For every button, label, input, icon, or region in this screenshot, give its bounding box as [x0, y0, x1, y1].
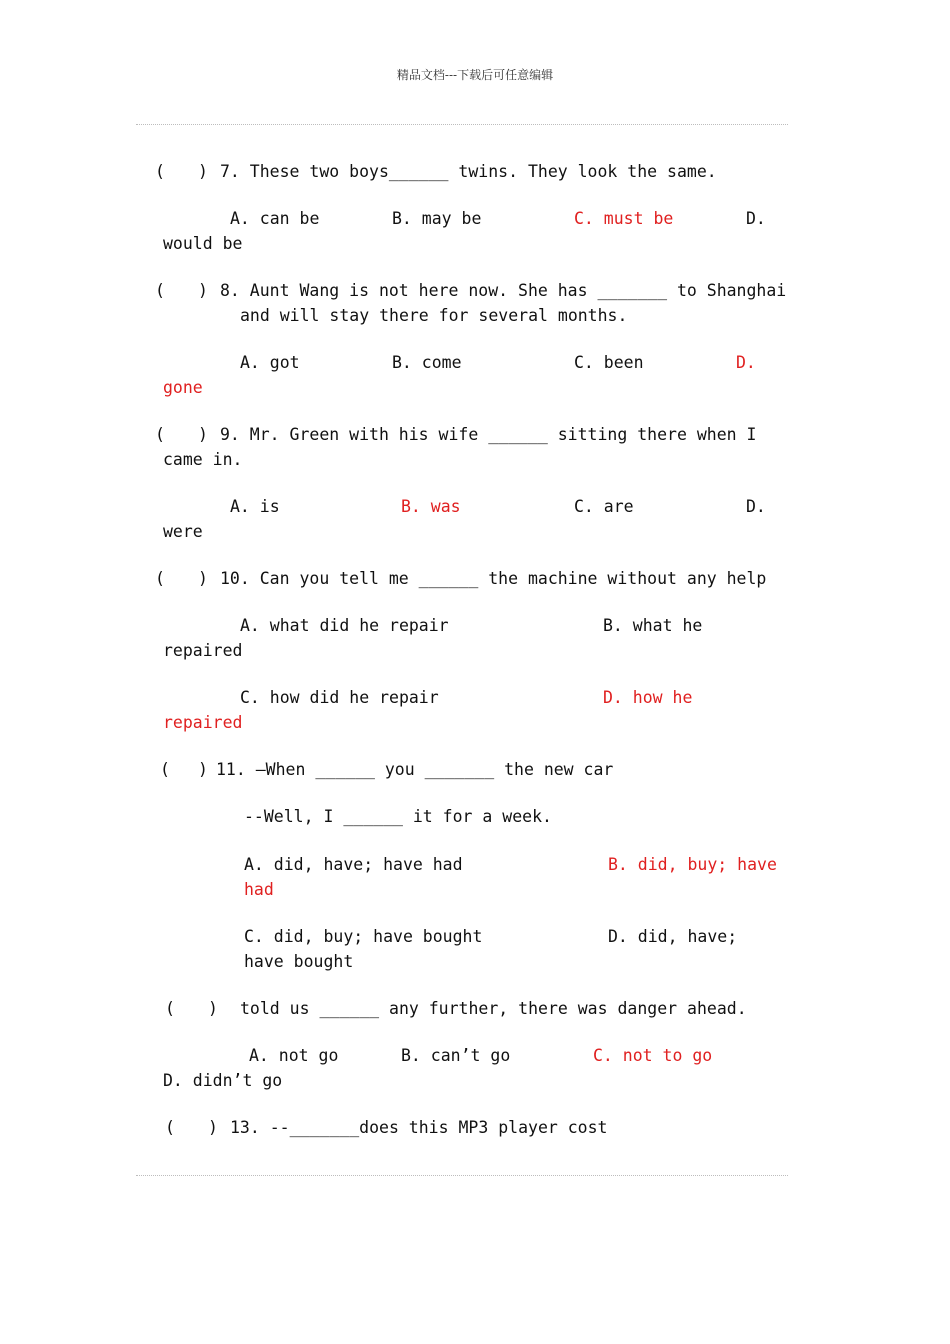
q11-option-d-line2: have bought — [244, 952, 354, 971]
q11-option-b-line2-answer: had — [244, 880, 274, 899]
q11-option-d-line1: D. did, have; — [608, 927, 738, 946]
q13-stem: 13. --_______does this MP3 player cost — [230, 1118, 608, 1137]
q8-paren-open: ( — [155, 281, 165, 300]
q10-option-b-prefix: B. what he — [603, 616, 703, 635]
q7-option-a: A. can be — [230, 209, 320, 228]
q11-stem-line2: --Well, I ______ it for a week. — [244, 807, 552, 826]
q8-stem-line1: 8. Aunt Wang is not here now. She has _______ to Shanghai — [220, 281, 787, 300]
page-header: 精品文档---下载后可任意编辑 — [396, 68, 554, 82]
q9-option-a: A. is — [230, 497, 280, 516]
q11-option-c: C. did, buy; have bought — [244, 927, 483, 946]
q10-option-b-text: repaired — [163, 641, 243, 660]
q7-paren-open: ( — [155, 162, 165, 181]
q12-option-a: A. not go — [249, 1046, 339, 1065]
q11-paren-open: ( — [160, 760, 170, 779]
q10-paren-close: ) — [198, 569, 208, 588]
q10-option-c: C. how did he repair — [240, 688, 439, 707]
q12-option-c-answer: C. not to go — [593, 1046, 713, 1065]
q10-option-d-prefix-answer: D. how he — [603, 688, 693, 707]
q13-paren-open: ( — [165, 1118, 175, 1137]
q11-option-b-line1-answer: B. did, buy; have — [608, 855, 777, 874]
q9-option-b-answer: B. was — [401, 497, 461, 516]
q11-option-a: A. did, have; have had — [244, 855, 463, 874]
q9-paren-close: ) — [198, 425, 208, 444]
q10-paren-open: ( — [155, 569, 165, 588]
q8-option-b: B. come — [392, 353, 462, 372]
q12-option-d: D. didn’t go — [163, 1071, 283, 1090]
q9-option-d-text: were — [163, 522, 203, 541]
q12-option-b: B. can’t go — [401, 1046, 511, 1065]
q11-stem-line1: 11. –When ______ you _______ the new car — [216, 760, 614, 779]
q13-paren-close: ) — [208, 1118, 218, 1137]
q11-paren-close: ) — [198, 760, 208, 779]
q7-stem: 7. These two boys______ twins. They look the same. — [220, 162, 717, 181]
q12-paren-close: ) — [208, 999, 218, 1018]
top-divider — [136, 124, 788, 125]
q10-stem: 10. Can you tell me ______ the machine without any help — [220, 569, 767, 588]
q8-option-d-text-answer: gone — [163, 378, 203, 397]
q7-option-d-text: would be — [163, 234, 243, 253]
q8-option-c: C. been — [574, 353, 644, 372]
q7-paren-close: ) — [198, 162, 208, 181]
q12-stem: told us ______ any further, there was danger ahead. — [240, 999, 747, 1018]
q8-paren-close: ) — [198, 281, 208, 300]
q10-option-d-text-answer: repaired — [163, 713, 243, 732]
bottom-divider — [136, 1175, 788, 1176]
q7-option-d-prefix: D. — [746, 209, 766, 228]
q9-paren-open: ( — [155, 425, 165, 444]
q8-option-a: A. got — [240, 353, 300, 372]
q9-stem-line2: came in. — [163, 450, 243, 469]
q8-stem-line2: and will stay there for several months. — [240, 306, 628, 325]
q9-stem-line1: 9. Mr. Green with his wife ______ sitting there when I — [220, 425, 757, 444]
q9-option-d-prefix: D. — [746, 497, 766, 516]
q7-option-b: B. may be — [392, 209, 482, 228]
q8-option-d-prefix-answer: D. — [736, 353, 756, 372]
q9-option-c: C. are — [574, 497, 634, 516]
q10-option-a: A. what did he repair — [240, 616, 449, 635]
q7-option-c-answer: C. must be — [574, 209, 674, 228]
q12-paren-open: ( — [165, 999, 175, 1018]
